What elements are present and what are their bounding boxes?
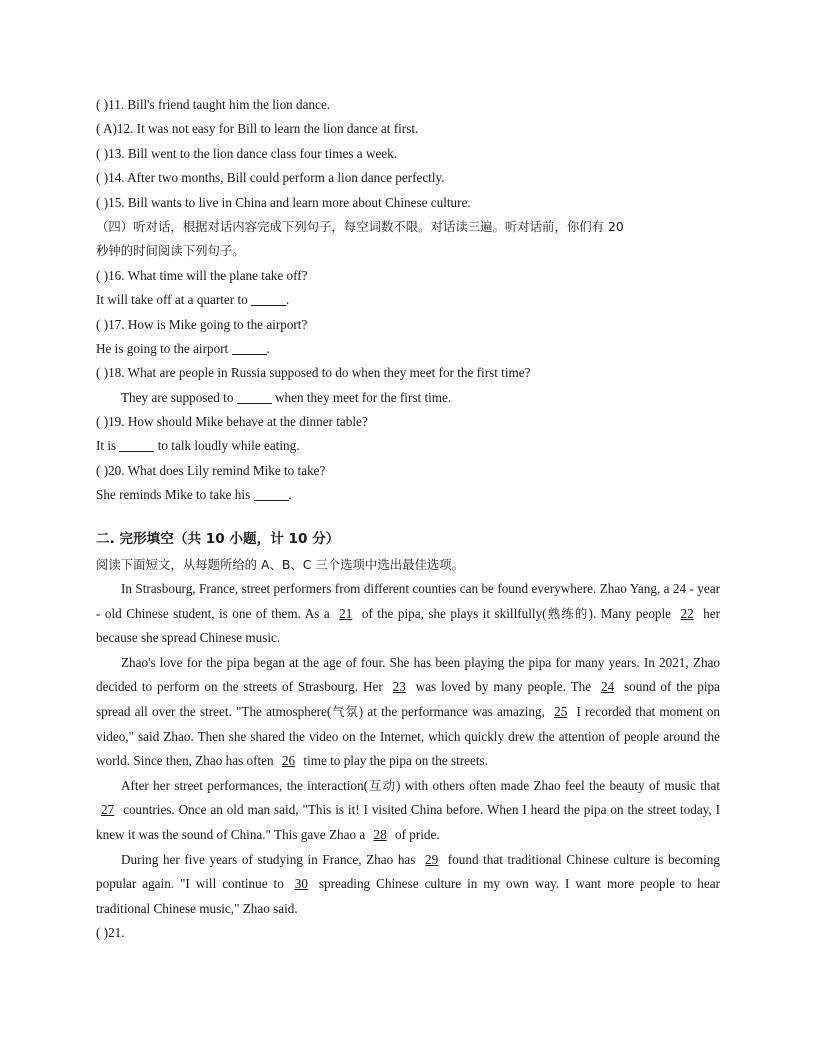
- cloze-paragraph-4: During her five years of studying in France, Zhao has 29 found that traditional Chinese culture is becoming popular again. "I will continue to 30 spreading Chinese culture in my own way. I want more people to hear traditional Chinese music," Zhao said.: [96, 851, 720, 916]
- answer-20: She reminds Mike to take his .: [96, 487, 292, 503]
- question-12: ( A)12. It was not easy for Bill to learn the lion dance at first.: [96, 121, 419, 137]
- answer-blank[interactable]: [251, 291, 286, 306]
- cloze-paragraph-3: After her street performances, the interaction(互动) with others often made Zhao feel the beauty of music that 27 countries. Once an old man said, "This is it! I visited China before. When I heard the pipa on the street today, I knew it was the sound of China." This gave Zhao a 28 of pride.: [96, 777, 720, 842]
- answer-blank[interactable]: [254, 486, 289, 501]
- question-16: ( )16. What time will the plane take off?: [96, 267, 308, 283]
- question-17: ( )17. How is Mike going to the airport?: [96, 316, 308, 332]
- answer-16: It will take off at a quarter to .: [96, 292, 290, 308]
- question-19: ( )19. How should Mike behave at the dinner table?: [96, 414, 368, 430]
- fill-questions: [96, 264, 720, 508]
- section4-instruction-line2: 秒钟的时间阅读下列句子。: [96, 243, 245, 259]
- question-20: ( )20. What does Lily remind Mike to take?: [96, 462, 326, 478]
- blank-25[interactable]: 25: [554, 704, 568, 719]
- blank-27[interactable]: 27: [101, 802, 115, 818]
- question-15: ( )15. Bill wants to live in China and learn more about Chinese culture.: [96, 194, 471, 210]
- blank-28[interactable]: 28: [373, 826, 387, 842]
- blank-21[interactable]: 21: [339, 605, 353, 621]
- blank-23[interactable]: 23: [392, 679, 406, 695]
- answer-blank[interactable]: [119, 437, 154, 452]
- worksheet-page: [96, 93, 720, 946]
- blank-30[interactable]: 30: [294, 876, 308, 892]
- question-11: ( )11. Bill's friend taught him the lion dance.: [96, 97, 331, 112]
- question-18: ( )18. What are people in Russia supposed to do when they meet for the first time?: [96, 365, 531, 381]
- question-21: ( )21.: [96, 925, 125, 941]
- answer-blank[interactable]: [237, 389, 272, 404]
- question-13: ( )13. Bill went to the lion dance class four times a week.: [96, 145, 398, 161]
- blank-26[interactable]: 26: [281, 753, 296, 769]
- cloze-instruction: 阅读下面短文，从每题所给的 A、B、C 三个选项中选出最佳选项。: [96, 556, 465, 572]
- blank-22[interactable]: 22: [680, 605, 694, 621]
- answer-18: They are supposed to when they meet for the first time.: [121, 389, 452, 405]
- answer-19: It is to talk loudly while eating.: [96, 438, 300, 454]
- answer-17: He is going to the airport .: [96, 340, 270, 356]
- cloze-paragraph-2: Zhao's love for the pipa began at the age of four. She has been playing the pipa for many years. In 2021, Zhao decided to perform on the streets of Strasbourg. Her 23 was loved by many people. The 24 sound of the pipa spread all over the street. "The atmosphere(气氛) at the performance was amazing, 25 I recorded that moment on video," said Zhao. Then she shared the video on the Internet, which quickly drew the attention of people around the world. Since then, Zhao has often 26 time to play the pipa on the streets.: [96, 654, 721, 769]
- section4-instruction-line1: （四）听对话，根据对话内容完成下列句子，每空词数不限。对话读三遍。听对话前，你们有 20: [96, 218, 624, 234]
- blank-29[interactable]: 29: [425, 851, 439, 867]
- cloze-heading: 二. 完形填空（共 10 小题，计 10 分）: [96, 530, 340, 547]
- tf-questions: [96, 93, 720, 215]
- cloze-paragraph-1: In Strasbourg, France, street performers from different counties can be found everywhere. Zhao Yang, a 24 - year - old Chinese student, is one of them. As a 21 of the pipa, she plays it skillfully(熟练的). Many people 22 her because she spread Chinese music.: [96, 581, 721, 646]
- question-14: ( )14. After two months, Bill could perform a lion dance perfectly.: [96, 170, 445, 186]
- answer-blank[interactable]: [232, 340, 267, 355]
- blank-24[interactable]: 24: [600, 679, 615, 695]
